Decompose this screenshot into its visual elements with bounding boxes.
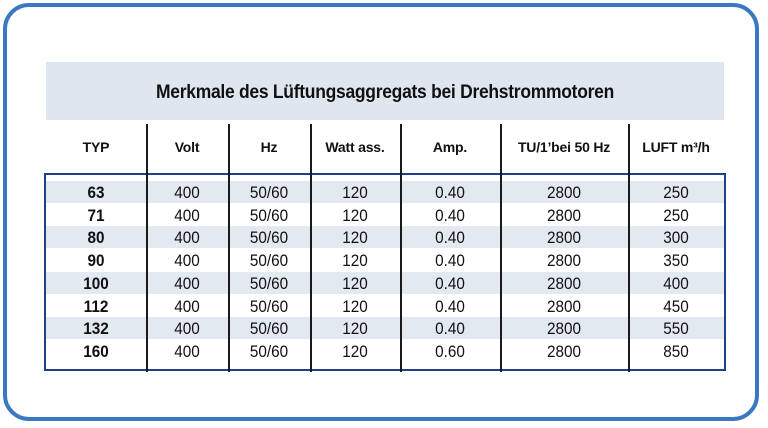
- cell-hz: 50/60: [249, 341, 289, 361]
- column-divider: [310, 124, 312, 372]
- cell-watt: 120: [342, 183, 368, 202]
- cell-amp: 0.40: [435, 251, 465, 271]
- cell-watt: 120: [342, 341, 368, 361]
- cell-typ: 100: [83, 273, 109, 293]
- cell-luft: 300: [663, 228, 689, 248]
- cell-amp: 0.40: [435, 183, 465, 202]
- cell-tu: 2800: [546, 341, 582, 361]
- cell-volt: 400: [174, 296, 200, 316]
- table-title: Merkmale des Lüftungsaggregats bei Drehstrommotoren: [156, 82, 614, 103]
- cell-typ: 132: [83, 319, 109, 339]
- cell-amp: 0.40: [435, 205, 465, 225]
- cell-typ: 160: [83, 341, 109, 361]
- cell-typ: 112: [83, 296, 109, 316]
- header-volt: Volt: [174, 139, 200, 155]
- cell-volt: 400: [174, 228, 200, 248]
- cell-volt: 400: [174, 319, 200, 339]
- cell-watt: 120: [342, 296, 368, 316]
- cell-amp: 0.40: [435, 296, 465, 316]
- cell-tu: 2800: [546, 273, 582, 293]
- column-divider: [500, 124, 502, 372]
- cell-hz: 50/60: [249, 228, 289, 248]
- cell-volt: 400: [174, 273, 200, 293]
- header-tu: TU/1’bei 50 Hz: [517, 139, 611, 155]
- cell-typ: 63: [87, 183, 105, 202]
- cell-tu: 2800: [546, 251, 582, 271]
- cell-hz: 50/60: [249, 205, 289, 225]
- header-luft: LUFT m³/h: [642, 139, 710, 155]
- cell-luft: 250: [663, 183, 689, 202]
- cell-tu: 2800: [546, 228, 582, 248]
- cell-tu: 2800: [546, 319, 582, 339]
- cell-luft: 250: [663, 205, 689, 225]
- cell-typ: 71: [87, 205, 105, 225]
- cell-tu: 2800: [546, 183, 582, 202]
- header-typ: TYP: [82, 139, 110, 155]
- cell-volt: 400: [174, 205, 200, 225]
- cell-watt: 120: [342, 205, 368, 225]
- column-divider: [628, 124, 630, 372]
- cell-luft: 400: [663, 273, 689, 293]
- cell-watt: 120: [342, 251, 368, 271]
- cell-watt: 120: [342, 273, 368, 293]
- cell-amp: 0.40: [435, 319, 465, 339]
- column-divider: [400, 124, 402, 372]
- cell-luft: 350: [663, 251, 689, 271]
- cell-luft: 550: [663, 319, 689, 339]
- cell-hz: 50/60: [249, 251, 289, 271]
- cell-watt: 120: [342, 319, 368, 339]
- cell-volt: 400: [174, 341, 200, 361]
- cell-amp: 0.40: [435, 228, 465, 248]
- header-hz: Hz: [260, 139, 278, 155]
- cell-typ: 80: [87, 228, 105, 248]
- cell-volt: 400: [174, 251, 200, 271]
- cell-hz: 50/60: [249, 319, 289, 339]
- cell-luft: 450: [663, 296, 689, 316]
- cell-luft: 850: [663, 341, 689, 361]
- cell-volt: 400: [174, 183, 200, 202]
- cell-amp: 0.40: [435, 273, 465, 293]
- cell-amp: 0.60: [435, 341, 465, 361]
- cell-tu: 2800: [546, 296, 582, 316]
- cell-typ: 90: [87, 251, 105, 271]
- cell-tu: 2800: [546, 205, 582, 225]
- cell-hz: 50/60: [249, 296, 289, 316]
- cell-watt: 120: [342, 228, 368, 248]
- header-amp: Amp.: [432, 139, 468, 155]
- column-divider: [146, 124, 148, 372]
- cell-hz: 50/60: [249, 183, 289, 202]
- column-divider: [228, 124, 230, 372]
- header-watt: Watt ass.: [325, 139, 385, 155]
- cell-hz: 50/60: [249, 273, 289, 293]
